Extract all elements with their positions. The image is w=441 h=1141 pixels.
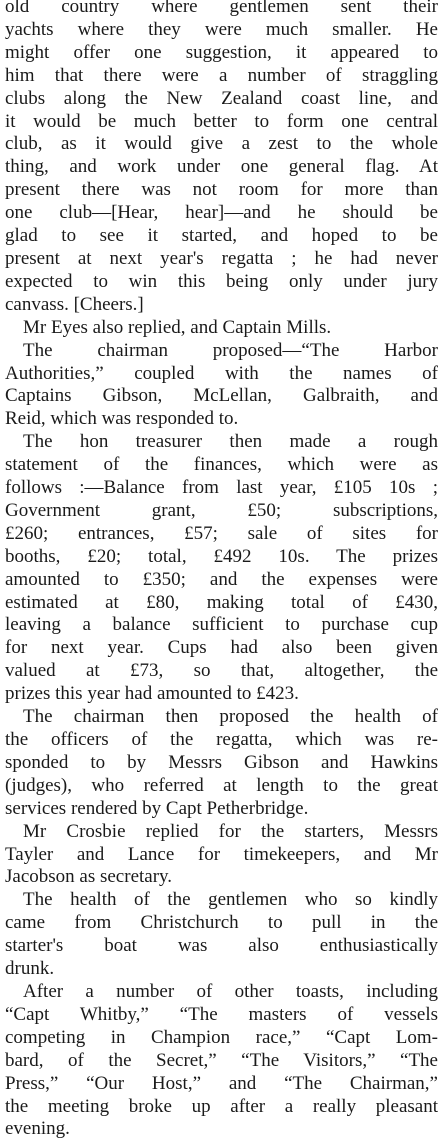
text-line: Reid, which was responded to. xyxy=(5,408,239,430)
para-yachting-reply xyxy=(5,0,438,317)
text-line: thing, and work under one general flag. At xyxy=(5,156,438,178)
article-column xyxy=(5,0,438,1141)
text-line: sponded to by Messrs Gibson and Hawkins xyxy=(5,751,438,773)
text-line: After a number of other toasts, including xyxy=(23,980,438,1002)
text-line: for next year. Cups had also been given xyxy=(5,637,438,659)
text-line: follows :—Balance from last year, £105 10s ; xyxy=(5,477,438,499)
text-line: glad to see it started, and hoped to be xyxy=(5,225,438,247)
text-line: £260; entrances, £57; sale of sites for xyxy=(5,522,438,544)
para-treasurer-statement xyxy=(5,431,438,706)
para-crosbie-replied xyxy=(5,821,438,890)
text-line: valued at £73, so that, altogether, the xyxy=(5,660,438,682)
text-line: services rendered by Capt Petherbridge. xyxy=(5,797,309,819)
text-line: The hon treasurer then made a rough xyxy=(23,431,438,453)
text-line: leaving a balance sufficient to purchase cup xyxy=(5,614,438,636)
text-line: “Capt Whitby,” “The masters of vessels xyxy=(5,1003,438,1025)
text-line: drunk. xyxy=(5,958,55,980)
text-line: expected to win this being only under jury xyxy=(5,270,438,292)
text-line: (judges), who referred at length to the great xyxy=(5,774,438,796)
text-line: old country where gentlemen sent their xyxy=(5,0,438,17)
text-line: amounted to £350; and the expenses were xyxy=(5,568,438,590)
text-line: yachts where they were much smaller. He xyxy=(5,18,438,40)
para-officers-health xyxy=(5,706,438,821)
text-line: one club—[Hear, hear]—and he should be xyxy=(5,202,438,224)
text-line: clubs along the New Zealand coast line, and xyxy=(5,87,438,109)
text-line: The chairman then proposed the health of xyxy=(23,706,438,728)
text-line: The health of the gentlemen who so kindly xyxy=(23,889,438,911)
text-line: him that there were a number of straggling xyxy=(5,64,438,86)
text-line: starter's boat was also enthusiastically xyxy=(5,935,438,957)
text-line: estimated at £80, making total of £430, xyxy=(5,591,438,613)
text-line: Tayler and Lance for timekeepers, and Mr xyxy=(5,843,438,865)
para-christchurch-gentlemen xyxy=(5,889,438,981)
text-line: Mr Eyes also replied, and Captain Mills. xyxy=(23,316,332,338)
text-line: Press,” “Our Host,” and “The Chairman,” xyxy=(5,1072,438,1094)
text-line: present there was not room for more than xyxy=(5,179,438,201)
text-line: the meeting broke up after a really pleasant xyxy=(5,1095,438,1117)
para-eyes-replied xyxy=(5,317,438,340)
text-line: Captains Gibson, McLellan, Galbraith, and xyxy=(5,385,438,407)
text-line: the officers of the regatta, which was re- xyxy=(5,729,438,750)
text-line: Mr Crosbie replied for the starters, Messrs xyxy=(23,820,438,842)
para-harbor-authorities xyxy=(5,340,438,432)
text-line: evening. xyxy=(5,1118,70,1140)
text-line: statement of the finances, which were as xyxy=(5,454,438,476)
text-line: competing in Champion race,” “Capt Lom- xyxy=(5,1026,438,1048)
text-line: prizes this year had amounted to £423. xyxy=(5,683,299,705)
text-line: might offer one suggestion, it appeared to xyxy=(5,41,438,63)
text-line: The chairman proposed—“The Harbor xyxy=(23,339,438,361)
text-line: it would be much better to form one central xyxy=(5,110,438,132)
para-other-toasts xyxy=(5,981,438,1141)
text-line: present at next year's regatta ; he had never xyxy=(5,247,438,269)
text-line: Authorities,” coupled with the names of xyxy=(5,362,438,384)
text-line: Government grant, £50; subscriptions, xyxy=(5,499,438,521)
text-line: bard, of the Secret,” “The Visitors,” “The xyxy=(5,1049,438,1071)
text-line: club, as it would give a zest to the whole xyxy=(5,133,438,155)
text-line: Jacobson as secretary. xyxy=(5,866,173,888)
text-line: came from Christchurch to pull in the xyxy=(5,912,438,934)
text-line: canvass. [Cheers.] xyxy=(5,293,144,315)
text-line: booths, £20; total, £492 10s. The prizes xyxy=(5,545,438,567)
